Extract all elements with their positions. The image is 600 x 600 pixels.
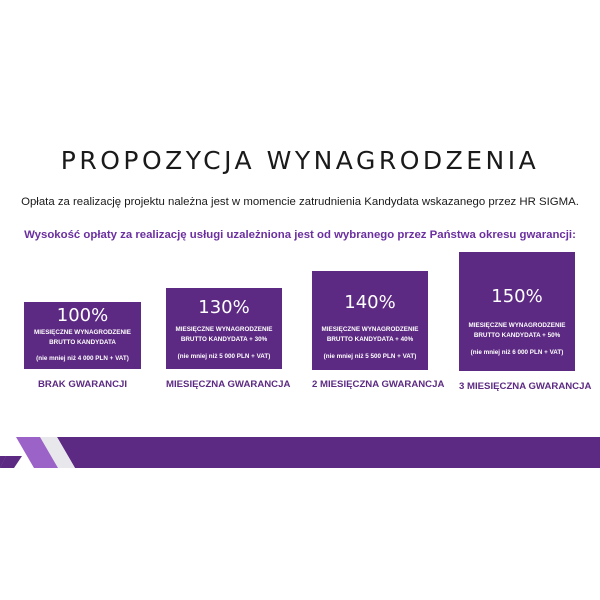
option-percent: 100% [56,305,109,326]
option-percent: 150% [491,286,543,307]
option-minimum: (nie mniej niż 5 500 PLN + VAT) [323,353,417,360]
page-title: PROPOZYCJA WYNAGRODZENIA [60,146,540,175]
guarantee-label: 2 MIESIĘCZNA GWARANCJA [312,379,445,390]
option-box-150 [459,252,575,371]
option-desc-line2: BRUTTO KANDYDATA + 50% [473,332,561,339]
option-percent: 130% [198,297,250,318]
guarantee-label: BRAK GWARANCJI [37,379,127,390]
option-desc-line1: MIESIĘCZNE WYNAGRODZENIE [321,326,419,333]
option-desc-line2: BRUTTO KANDYDATA + 30% [180,336,268,343]
lead-text: Wysokość opłaty za realizację usługi uzależniona jest od wybranego przez Państwa okresu gwarancji: [24,229,576,241]
option-box-130 [166,288,282,369]
option-minimum: (nie mniej niż 5 000 PLN + VAT) [177,353,271,360]
option-minimum: (nie mniej niż 4 000 PLN + VAT) [36,355,129,362]
option-desc-line1: MIESIĘCZNE WYNAGRODZENIE [468,322,566,329]
option-desc-line1: MIESIĘCZNE WYNAGRODZENIE [175,326,273,333]
option-percent: 140% [344,292,396,313]
option-desc-line2: BRUTTO KANDYDATA + 40% [326,336,414,343]
option-desc-line1: MIESIĘCZNE WYNAGRODZENIE [34,329,131,336]
option-box-140 [312,271,428,370]
option-box-100 [24,302,141,369]
option-desc-line2: BRUTTO KANDYDATA [49,339,116,346]
guarantee-label: MIESIĘCZNA GWARANCJA [166,379,291,390]
footer-band [0,437,600,468]
option-minimum: (nie mniej niż 6 000 PLN + VAT) [470,349,564,356]
guarantee-label: 3 MIESIĘCZNA GWARANCJA [459,381,592,392]
intro-text: Opłata za realizację projektu należna jest w momencie zatrudnienia Kandydata wskazanego przez HR SIGMA. [21,196,579,208]
